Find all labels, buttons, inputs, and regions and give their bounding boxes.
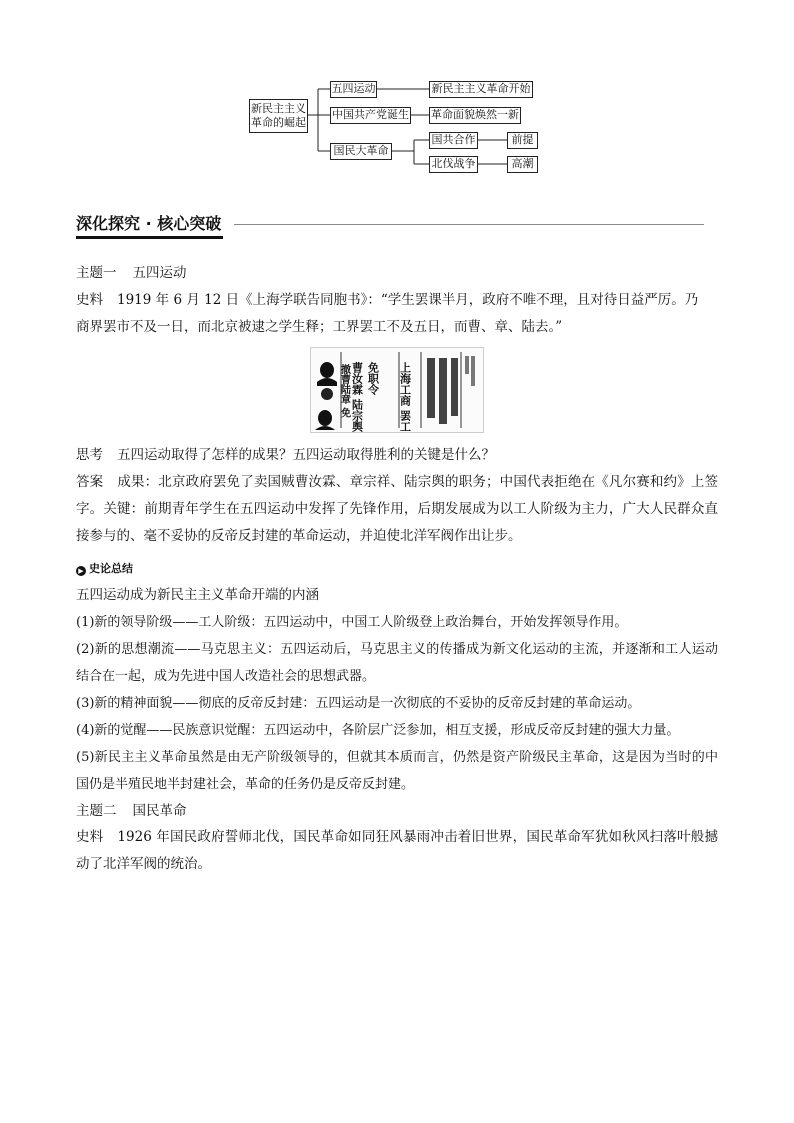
topic2-title-label: 主题二: [76, 803, 117, 819]
topic1-title-label: 主题一: [76, 265, 117, 281]
topic1-answer: [76, 469, 718, 550]
historical-newspaper-photo: [310, 347, 484, 433]
topic1-title: [76, 261, 718, 285]
diagram-sub-2: 北伐战争: [429, 156, 478, 173]
diagram-result-2: 革命面貌焕然一新: [429, 107, 521, 124]
diagram-root-line2: 革命的崛起: [251, 116, 306, 129]
diagram-sub-1: 国共合作: [429, 132, 478, 149]
topic1-source-line1: [76, 287, 718, 314]
main-content: [76, 261, 718, 878]
topic1-question-label: 思考: [76, 447, 103, 463]
newspaper-col1: 撤曹陆章 免: [338, 364, 350, 418]
topic1-source: [76, 287, 718, 341]
diagram-sub-result-2: 高潮: [507, 156, 538, 173]
diagram-result-1: 新民主主义革命开始: [429, 81, 533, 98]
topic1-title-text: 五四运动: [132, 265, 187, 281]
newspaper-illustration: [311, 348, 483, 432]
topic1-question: [76, 443, 718, 467]
topic1-answer-text: 成果：北京政府罢免了卖国贼曹汝霖、章宗祥、陆宗舆的职务；中国代表拒绝在《凡尔赛和约》上签字。关键：前期青年学生在五四运动中发挥了先锋作用，后期发展成为以工人阶级为主力，广大人民群众直接参与的、毫不妥协的反帝反封建的革命运动，并迫使北洋军阀作出让步。: [76, 474, 719, 544]
topic1-question-text: 五四运动取得了怎样的成果？五四运动取得胜利的关键是什么？: [117, 447, 495, 463]
concept-diagram: [0, 0, 794, 180]
diagram-branch-3: 国民大革命: [330, 143, 392, 160]
topic1-source-label: 史料: [76, 292, 103, 308]
diagram-branch-1: 五四运动: [330, 81, 377, 98]
topic2-title-text: 国民革命: [132, 803, 187, 819]
diagram-branch-2: 中国共产党诞生: [330, 107, 411, 124]
newspaper-col3: 免职令: [366, 362, 380, 395]
section-rule: [234, 224, 704, 225]
topic1-source-text2: 商界罢市不及一日，而北京被逮之学生释；工界罢工不及五日，而曹、章、陆去。”: [76, 319, 563, 335]
topic1-source-text1: 1919 年 6 月 12 日《上海学联告同胞书》：“学生罢课半月，政府不唯不理，且对待日益严厉。乃: [117, 292, 699, 308]
summary-title: 五四运动成为新民主主义革命开端的内涵: [76, 587, 319, 603]
summary-heading: [76, 556, 718, 582]
summary-point-5: (5)新民主主义革命虽然是由无产阶级领导的，但就其本质而言，仍然是资产阶级民主革命，这是因为当时的中国仍是半殖民地半封建社会，革命的任务仍是反帝反封建。: [76, 750, 718, 792]
topic1-answer-label: 答案: [76, 474, 104, 490]
historical-photo-figure: [76, 347, 718, 437]
section-header: [76, 212, 636, 240]
summary-bullet-icon: ▶: [76, 566, 86, 576]
topic2-source-text: 1926 年国民政府誓师北伐，国民革命如同狂风暴雨冲击着旧世界，国民革命军犹如秋风扫落叶般撼动了北洋军阀的统治。: [76, 829, 719, 872]
diagram-root-line1: 新民主主义: [251, 102, 306, 115]
diagram-root: [249, 99, 308, 133]
topic2-title: [76, 798, 718, 824]
summary-point-1: (1)新的领导阶级——工人阶级：五四运动中，中国工人阶级登上政治舞台，开始发挥领导作用。: [76, 615, 628, 630]
summary-point-3: (3)新的精神面貌——彻底的反帝反封建：五四运动是一次彻底的不妥协的反帝反封建的革命运动。: [76, 696, 641, 711]
section-title: 深化探究 · 核心突破: [76, 212, 223, 239]
summary-point-2: (2)新的思想潮流——马克思主义：五四运动后，马克思主义的传播成为新文化运动的主流，并逐渐和工人运动结合在一起，成为先进中国人改造社会的思想武器。: [76, 642, 718, 684]
summary-heading-text: 史论总结: [89, 562, 133, 575]
newspaper-col4: 上海工商 罢工罢市: [398, 362, 412, 432]
summary-point-4: (4)新的觉醒——民族意识觉醒：五四运动中，各阶层广泛参加，相互支援，形成反帝反封建的强大力量。: [76, 723, 680, 738]
newspaper-col2: 曹汝霖 陆宗舆 章宗祥: [350, 362, 364, 432]
diagram-connectors: [0, 0, 794, 180]
diagram-sub-result-1: 前提: [507, 132, 538, 149]
topic2-source: [76, 824, 718, 878]
topic2-source-label: 史料: [76, 829, 104, 845]
